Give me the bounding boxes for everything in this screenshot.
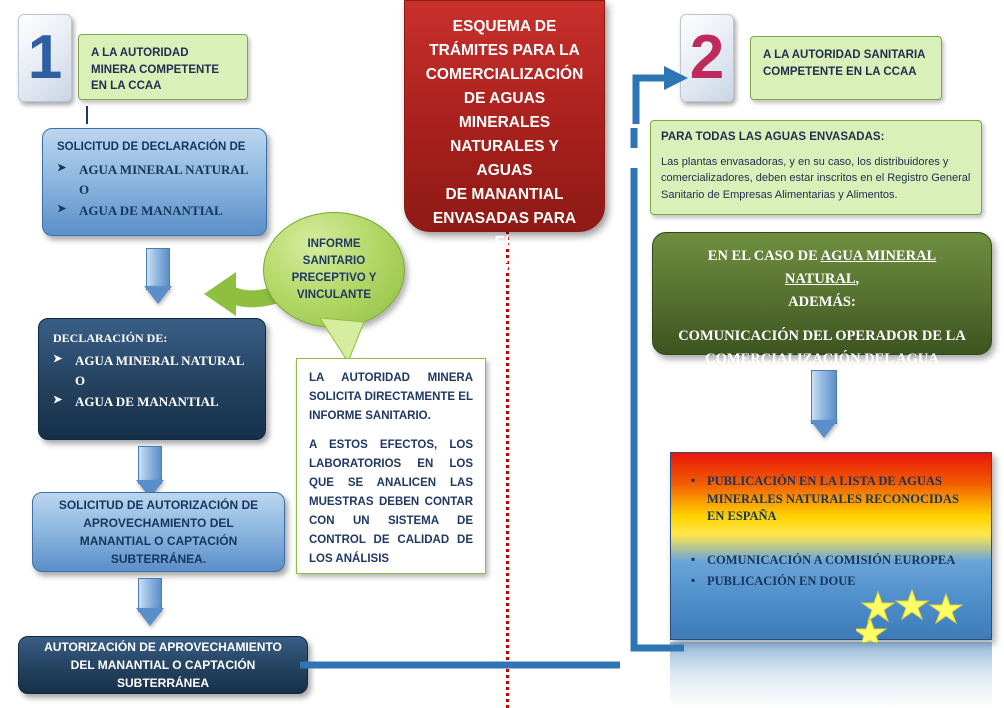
ellipse-line-1: INFORME [307, 237, 361, 250]
arrow-bottom-left-to-right [300, 652, 640, 682]
greenbox-line-1-pre: EN EL CASO DE [707, 248, 821, 264]
step-badge-2-label: 2 [689, 23, 725, 92]
ellipse-informe-sanitario [263, 212, 405, 328]
box-solicitud-item-2: ➤ AGUA DE MANANTIAL [57, 201, 252, 221]
title-line-5: NATURALES Y AGUAS [450, 138, 559, 180]
callout-sanitaria-authority [750, 36, 942, 100]
callout-minera-text: A LA AUTORIDAD MINERA COMPETENTE EN LA CCAA [91, 47, 219, 93]
box-solicitud-autorizacion [32, 492, 285, 572]
greenbox-line-3: COMUNICACIÓN DEL OPERADOR DE LA [678, 327, 966, 344]
box-agua-mineral-natural-comunicacion [652, 232, 992, 367]
hot-item-secondary-2: ▪ PUBLICACIÓN EN DOUE [689, 573, 973, 591]
ellipse-line-2: SANITARIO [302, 254, 366, 267]
box-declaracion-item-1: ➤ AGUA MINERAL NATURAL O [53, 351, 251, 390]
callout-sanitaria-text: A LA AUTORIDAD SANITARIA COMPETENTE EN LA CCAA [763, 49, 926, 78]
note-informe-sanitario [296, 358, 486, 574]
title-line-6: DE MANANTIAL [445, 186, 564, 204]
hot-item-primary-1: ▪ PUBLICACIÓN EN LA LISTA DE AGUAS MINERALES NATURALES RECONOCIDAS EN ESPAÑA [689, 473, 973, 526]
panel-all-packaged-waters [650, 120, 982, 215]
greenbox-line-2: ADEMÁS: [788, 294, 856, 311]
title-line-8: CONSUMO [464, 258, 545, 276]
arrow-green-to-publicacion [792, 370, 856, 448]
title-line-7: ENVASADAS PARA EL [432, 210, 577, 252]
step-badge-1 [18, 14, 72, 102]
box-solicitud-title: SOLICITUD DE DECLARACIÓN DE [57, 141, 246, 153]
badge-1-tick [86, 106, 88, 124]
title-line-4: DE AGUAS MINERALES [458, 90, 551, 132]
greenbox-line-1-underline: AGUA MINERAL NATURAL [784, 248, 937, 288]
step-badge-2 [680, 14, 734, 102]
stars-group-icon [856, 588, 966, 644]
note-paragraph-2: A ESTOS EFECTOS, LOS LABORATORIOS EN LOS QUE SE ANALICEN LAS MUESTRAS DEBEN CONTAR CON UN SISTEMA DE CONTROL DE CALIDAD DE LOS ANÁLISIS [309, 438, 473, 565]
hot-item-secondary-1: ▪ COMUNICACIÓN A COMISIÓN EUROPEA [689, 552, 973, 570]
greenbox-line-1-post: , [855, 271, 860, 288]
title-line-2: TRÁMITES PARA LA [429, 42, 580, 60]
arrow-solicitud-to-declaracion [128, 248, 188, 308]
greenbox-line-1 [673, 245, 971, 291]
callout-minera-authority [78, 34, 248, 100]
box-declaracion-item-2: ➤ AGUA DE MANANTIAL [53, 392, 251, 412]
box-solicitud-item-1: ➤ AGUA MINERAL NATURAL O [57, 160, 252, 199]
note-paragraph-1: LA AUTORIDAD MINERA SOLICITA DIRECTAMENTE EL INFORME SANITARIO. [309, 372, 473, 422]
title-line-3: COMERCIALIZACIÓN [425, 66, 584, 84]
ellipse-line-3: PRECEPTIVO Y [291, 272, 377, 284]
panel-all-waters-title: PARA TODAS LAS AGUAS ENVASADAS: [661, 131, 885, 143]
box-autorizacion-text: AUTORIZACIÓN DE APROVECHAMIENTO DEL MANANTIAL O CAPTACIÓN SUBTERRÁNEA [44, 640, 282, 690]
ellipse-line-4: VINCULANTE [296, 289, 372, 302]
title-line-1: ESQUEMA DE [452, 18, 557, 35]
box-autorizacion-aprovechamiento [18, 636, 308, 694]
greenbox-line-4: COMERCIALIZACIÓN DEL AGUA [705, 350, 939, 367]
box-publicacion-reflection [670, 642, 992, 708]
arrow-to-autorizacion [120, 578, 180, 630]
main-title-box [404, 0, 605, 276]
box-solicitud-autorizacion-text: SOLICITUD DE AUTORIZACIÓN DE APROVECHAMIENTO DEL MANANTIAL O CAPTACIÓN SUBTERRÁNEA. [58, 498, 259, 566]
box-declaracion [38, 318, 266, 440]
box-declaracion-title: DECLARACIÓN DE: [53, 331, 168, 345]
box-solicitud-declaracion [42, 128, 267, 236]
step-badge-1-label: 1 [27, 23, 63, 92]
panel-all-waters-body: Las plantas envasadoras, y en su caso, los distribuidores y comercializadores, deben estar inscritos en el Registro General Sanitario de Empresas Alimentarias y Alimentos. [661, 155, 971, 201]
